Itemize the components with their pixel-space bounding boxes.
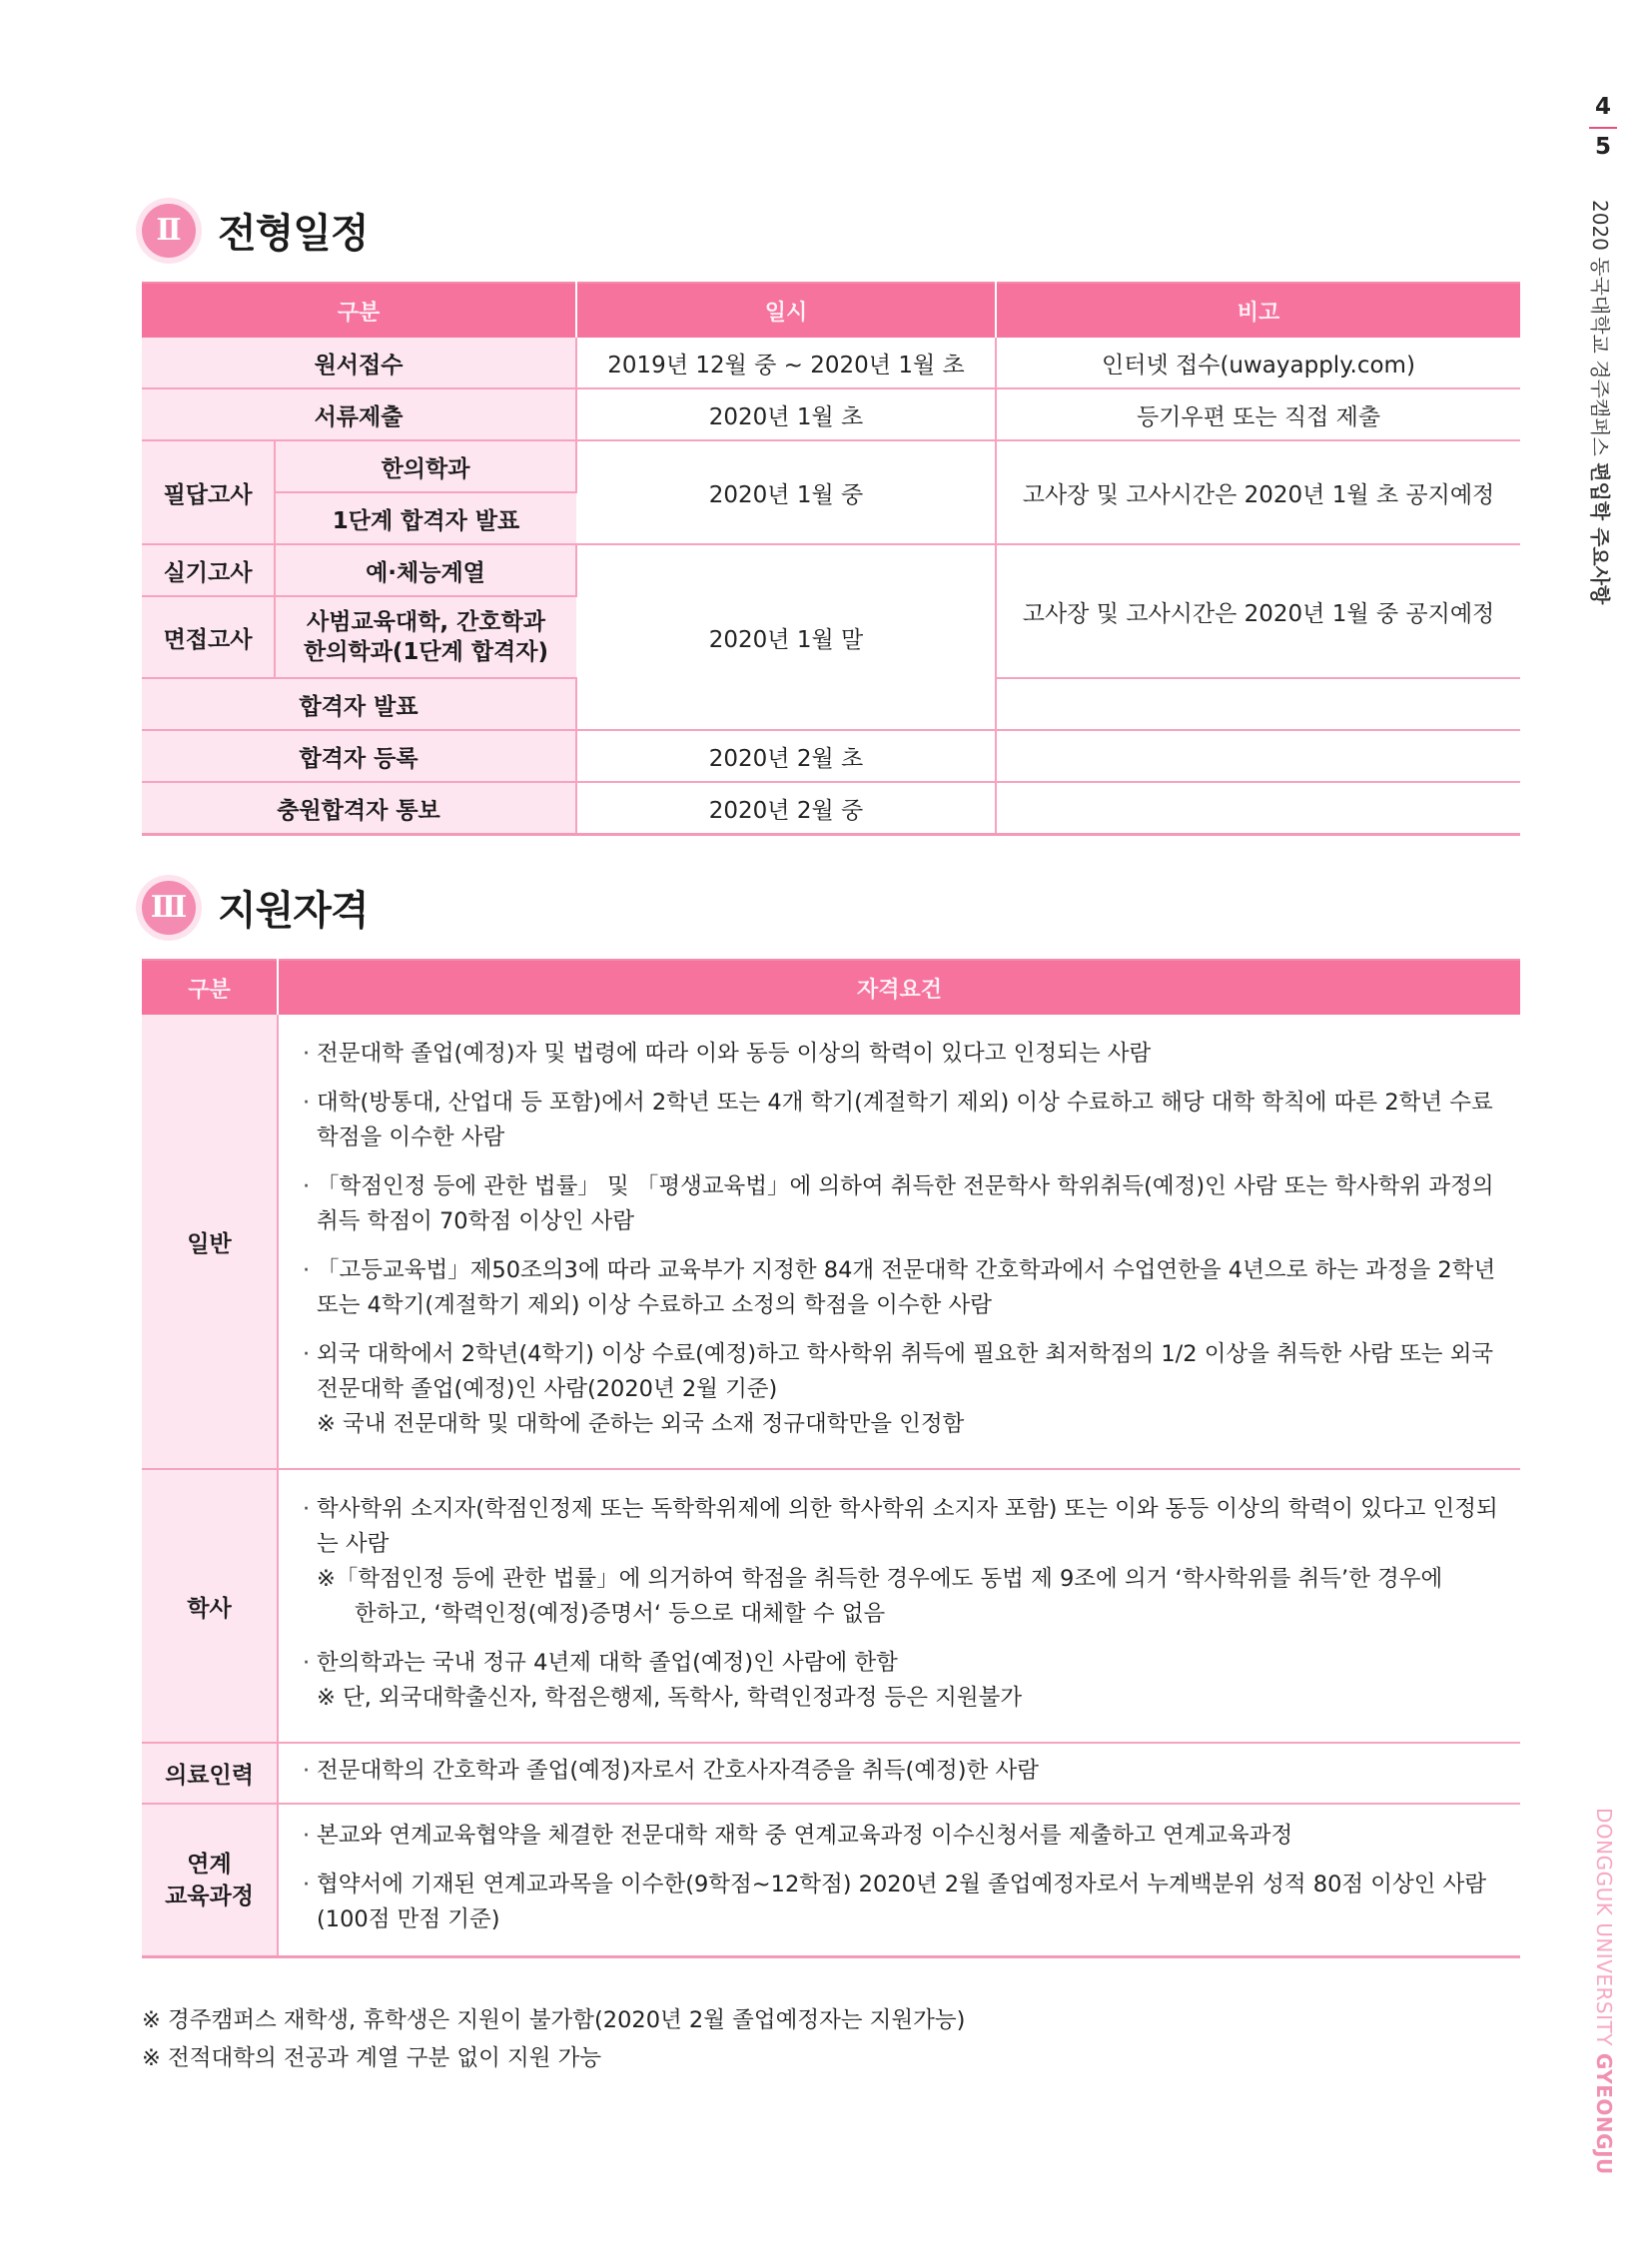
- list-item: · 대학(방통대, 산업대 등 포함)에서 2학년 또는 4개 학기(계절학기 제외) 이상 수료하고 해당 대학 학칙에 따른 2학년 수료학점을 이수한 사람: [303, 1086, 1500, 1155]
- row-note: 등기우편 또는 직접 제출: [996, 388, 1520, 440]
- category-line: 연계: [187, 1851, 232, 1878]
- note-text: ※ 단, 외국대학출신자, 학점은행제, 독학사, 학력인정과정 등은 지원불가: [317, 1685, 1023, 1711]
- row-note: 고사장 및 고사시간은 2020년 1월 중 공지예정: [996, 544, 1520, 678]
- row-category: 실기고사: [142, 544, 275, 596]
- list-item: · 전문대학 졸업(예정)자 및 법령에 따라 이와 동등 이상의 학력이 있다고 인정되는 사람: [303, 1037, 1500, 1072]
- row-category: 충원합격자 통보: [142, 782, 576, 835]
- side-running-title: [1587, 200, 1616, 604]
- section-title: 지원자격: [218, 888, 369, 934]
- table-row: [142, 730, 1520, 782]
- table-row: [142, 782, 1520, 835]
- side-university-normal: DONGGUK UNIVERSITY: [1592, 1808, 1616, 2053]
- side-university-bold: GYEONGJU: [1592, 2052, 1616, 2175]
- table-row: [142, 1015, 1520, 1469]
- row-note-empty: [996, 730, 1520, 782]
- list-item: · 전문대학의 간호학과 졸업(예정)자로서 간호사자격증을 취득(예정)한 사람: [303, 1754, 1500, 1789]
- row-note-empty: [996, 782, 1520, 835]
- note-text: 한하고, ‘학력인정(예정)증명서‘ 등으로 대체할 수 없음: [355, 1601, 886, 1627]
- side-title-bold: 편입학 주요사항: [1588, 462, 1612, 605]
- row-subcategory: 한의학과: [275, 440, 576, 492]
- list-item: · 「고등교육법」제50조의3에 따라 교육부가 지정한 84개 전문대학 간호학과에서 수업연한을 4년으로 하는 과정을 2학년 또는 4학기(계절학기 제외) 이상 수료하고 소정의 학점을 이수한 사람: [303, 1253, 1500, 1323]
- category-line: 교육과정: [165, 1882, 254, 1909]
- row-category: 서류제출: [142, 388, 576, 440]
- side-title-normal: 2020 동국대학교 경주캠퍼스: [1588, 200, 1612, 463]
- table-row: [142, 1469, 1520, 1743]
- row-subcategory: 사범교육대학, 간호학과 한의학과(1단계 합격자): [275, 596, 576, 678]
- page-number-right: 5: [1594, 134, 1611, 160]
- list-item: · 학사학위 소지자(학점인정제 또는 독학학위제에 의한 학사학위 소지자 포함) 또는 이와 동등 이상의 학력이 있다고 인정되는 사람: [303, 1492, 1500, 1562]
- footnote: ※ 경주캠퍼스 재학생, 휴학생은 지원이 불가함(2020년 2월 졸업예정자는 지원가능): [142, 2007, 966, 2033]
- table-header-row: [142, 283, 1520, 338]
- requirements-general: [278, 1015, 1520, 1469]
- row-category: 면접고사: [142, 596, 275, 678]
- requirements-linked: [278, 1804, 1520, 1957]
- note-text: ※「학점인정 등에 관한 법률」에 의거하여 학점을 취득한 경우에도 동법 제 9조에 의거 ‘학사학위를 취득’한 경우에: [317, 1566, 1443, 1592]
- schedule-table: [142, 282, 1520, 836]
- section-title: 전형일정: [218, 211, 369, 257]
- side-university-name: [1592, 1808, 1616, 2175]
- section-eligibility-heading: [142, 879, 369, 936]
- section-number-badge: Ⅱ: [142, 204, 196, 258]
- table-header-row: [142, 960, 1520, 1015]
- requirements-medical: [278, 1743, 1520, 1804]
- row-category: [142, 1804, 278, 1957]
- row-subcategory: 예·체능계열: [275, 544, 576, 596]
- row-date: 2020년 1월 말: [576, 544, 996, 730]
- table-row: [142, 440, 1520, 492]
- table-row: [142, 338, 1520, 388]
- list-item: · 협약서에 기재된 연계교과목을 이수한(9학점~12학점) 2020년 2월 졸업예정자로서 누계백분위 성적 80점 이상인 사람(100점 만점 기준): [303, 1868, 1500, 1937]
- page-number-left: 4: [1594, 94, 1611, 120]
- row-date: 2020년 2월 초: [576, 730, 996, 782]
- row-category: 원서접수: [142, 338, 576, 388]
- row-note: 고사장 및 고사시간은 2020년 1월 초 공지예정: [996, 440, 1520, 544]
- note-text: ※ 국내 전문대학 및 대학에 준하는 외국 소재 정규대학만을 인정함: [317, 1411, 965, 1437]
- row-date: 2020년 1월 중: [576, 440, 996, 544]
- row-category: 필답고사: [142, 440, 275, 544]
- row-category: 학사: [142, 1469, 278, 1743]
- requirements-bachelor: [278, 1469, 1520, 1743]
- row-note-empty: [996, 678, 1520, 730]
- row-date: 2020년 1월 초: [576, 388, 996, 440]
- header-category: 구분: [142, 960, 278, 1015]
- list-item: · 외국 대학에서 2학년(4학기) 이상 수료(예정)하고 학사학위 취득에 필요한 최저학점의 1/2 이상을 취득한 사람 또는 외국 전문대학 졸업(예정)인 사람(2020년 2월 기준): [303, 1337, 1500, 1407]
- row-date: 2020년 2월 중: [576, 782, 996, 835]
- eligibility-table: [142, 959, 1520, 1958]
- footnote: ※ 전적대학의 전공과 계열 구분 없이 지원 가능: [142, 2045, 602, 2071]
- header-requirements: 자격요건: [278, 960, 1520, 1015]
- row-date: 2019년 12월 중 ~ 2020년 1월 초: [576, 338, 996, 388]
- row-category: 일반: [142, 1015, 278, 1469]
- header-date: 일시: [576, 283, 996, 338]
- section-number-badge: Ⅲ: [142, 881, 196, 935]
- table-row: [142, 388, 1520, 440]
- table-row: [142, 1804, 1520, 1957]
- row-category: 합격자 발표: [142, 678, 576, 730]
- table-row: [142, 544, 1520, 596]
- list-item: · 한의학과는 국내 정규 4년제 대학 졸업(예정)인 사람에 한함: [303, 1646, 1500, 1681]
- list-item: · 「학점인정 등에 관한 법률」 및 「평생교육법」에 의하여 취득한 전문학사 학위취득(예정)인 사람 또는 학사학위 과정의 취득 학점이 70학점 이상인 사람: [303, 1169, 1500, 1239]
- table-row: [142, 1743, 1520, 1804]
- row-subcategory: 1단계 합격자 발표: [275, 492, 576, 544]
- row-category: 의료인력: [142, 1743, 278, 1804]
- section-schedule-heading: [142, 202, 369, 259]
- page-number-divider: [1589, 127, 1617, 129]
- list-item: · 본교와 연계교육협약을 체결한 전문대학 재학 중 연계교육과정 이수신청서를 제출하고 연계교육과정: [303, 1819, 1500, 1854]
- row-note: 인터넷 접수(uwayapply.com): [996, 338, 1520, 388]
- header-note: 비고: [996, 283, 1520, 338]
- header-category: 구분: [142, 283, 576, 338]
- row-category: 합격자 등록: [142, 730, 576, 782]
